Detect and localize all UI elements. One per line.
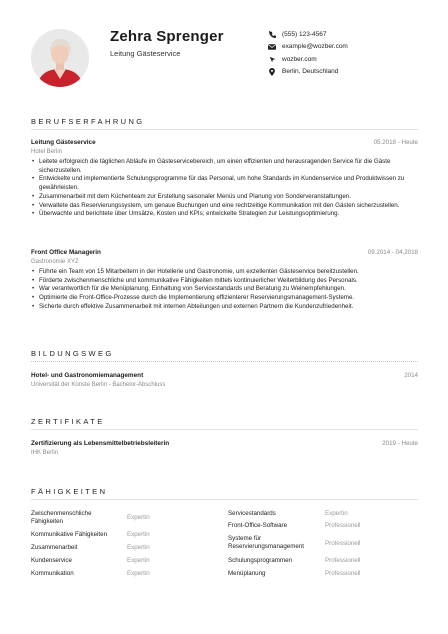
bullet-item: • Sicherte durch effektive Zusammenarbeit mit internen Abteilungen und externen Partnern die Kundenzufriedenheit.: [39, 303, 418, 312]
experience-divider: [31, 129, 418, 130]
skills-heading: FÄHIGKEITEN: [31, 487, 108, 496]
skills-divider: [31, 499, 418, 500]
degree-title: Hotel- und Gastronomiemanagement: [31, 372, 144, 379]
contact-location: [268, 66, 428, 79]
contact-email[interactable]: [268, 41, 428, 54]
contact-list: [268, 28, 428, 78]
phone-icon: [268, 30, 276, 38]
experience-entry: [31, 249, 418, 312]
bullet-item: • Leitete erfolgreich die täglichen Abläufe im Gästeservicebereich, um einen effizienten und herausragenden Service für die Gäste sicherzustellen.: [39, 158, 418, 175]
certificate-date: 2019 - Heute: [382, 440, 418, 447]
certificate-entry: [31, 440, 418, 458]
skill-name: Menüplanung: [228, 570, 266, 577]
contact-website-text: wozber.com: [282, 55, 317, 63]
contact-website[interactable]: [268, 53, 428, 66]
skill-level: Professionell: [325, 557, 361, 564]
experience-heading: BERUFSERFAHRUNG: [31, 117, 145, 126]
education-divider: [31, 361, 418, 362]
certificate-issuer: IHK Berlin: [31, 450, 59, 456]
bullet-item: • Zusammenarbeit mit dem Küchenteam zur Erstellung saisonaler Menüs und Planung von Sonderveranstaltungen.: [39, 193, 418, 202]
bullet-item: • Führte ein Team von 15 Mitarbeitern in der Hotellerie und Gastronomie, um exzellenten Gästeservice bereitzustellen.: [39, 268, 418, 277]
candidate-name: Zehra Sprenger: [110, 28, 224, 45]
job-title: Front Office Managerin: [31, 249, 101, 256]
experience-entry: [31, 139, 418, 219]
certificate-title: Zertifizierung als Lebensmittelbetriebsleiterin: [31, 440, 170, 447]
skill-level: Expertin: [127, 570, 150, 577]
job-bullets: [31, 268, 418, 312]
skill-level: Expertin: [325, 510, 348, 517]
skill-level: Expertin: [127, 531, 150, 538]
skill-name: Kommunikative Fähigkeiten: [31, 531, 108, 538]
location-icon: [268, 68, 276, 76]
bullet-item: • Überwachte und berichtete über Umsätze, Kosten und KPIs; entwickelte Strategien zur Leistungsoptimierung.: [39, 210, 418, 219]
education-entry: [31, 372, 418, 390]
skill-name: Servicestandards: [228, 510, 276, 517]
job-date: 05.2018 - Heute: [373, 139, 418, 146]
skill-name: Kommunikation: [31, 570, 74, 577]
bullet-item: • Förderte zwischenmenschliche und kommunikative Fähigkeiten mittels kontinuierlicher Weiterbildung des Personals.: [39, 277, 418, 286]
skill-name: Zusammenarbeit: [31, 544, 78, 551]
skill-name: Systeme für Reservierungsmanagement: [228, 535, 305, 550]
skill-level: Professionell: [325, 540, 361, 547]
email-icon: [268, 43, 276, 51]
contact-location-text: Berlin, Deutschland: [282, 68, 339, 76]
bullet-item: • War verantwortlich für die Menüplanung, Einhaltung von Servicestandards und Beratung zu Weinempfehlungen.: [39, 285, 418, 294]
certificates-heading: ZERTIFIKATE: [31, 417, 105, 426]
bullet-item: • Optimierte die Front-Office-Prozesse durch die Implementierung effizienterer Reservierungsmanagement-Systeme.: [39, 294, 418, 303]
job-title: Leitung Gästeservice: [31, 139, 96, 146]
skill-name: Front-Office-Software: [228, 522, 288, 529]
degree-school: Universität der Künste Berlin - Bachelor-Abschluss: [31, 382, 166, 388]
skill-name: Schulungsprogrammen: [228, 557, 292, 564]
skill-level: Expertin: [127, 544, 150, 551]
degree-date: 2014: [404, 372, 418, 379]
skill-level: Expertin: [127, 557, 150, 564]
job-bullets: [31, 158, 418, 219]
avatar: [31, 29, 89, 87]
skill-name: Kundenservice: [31, 557, 72, 564]
job-company: Gastronomie XYZ: [31, 259, 79, 265]
skill-name: Zwischenmenschliche Fähigkeiten: [31, 510, 92, 525]
certificates-divider: [31, 429, 418, 430]
skill-level: Professionell: [325, 522, 361, 529]
job-date: 09.2014 - 04.2018: [367, 249, 418, 256]
skill-level: Professionell: [325, 570, 361, 577]
contact-email-text: example@wozber.com: [282, 43, 348, 51]
candidate-role: Leitung Gästeservice: [110, 49, 181, 58]
skill-level: Expertin: [127, 514, 150, 521]
job-company: Hotel Berlin: [31, 149, 63, 155]
bullet-item: • Entwickelte und implementierte Schulungsprogramme für das Personal, um hohe Standards im Kundenservice und Produktwissen zu gewährleisten.: [39, 175, 418, 192]
link-icon: [268, 55, 276, 63]
contact-phone: [268, 28, 428, 41]
contact-phone-text: (555) 123-4567: [282, 30, 327, 38]
bullet-item: • Verwaltete das Reservierungssystem, um genaue Buchungen und eine rechtzeitige Kommunikation mit den Gästen sicherzustellen.: [39, 202, 418, 211]
education-heading: BILDUNGSWEG: [31, 349, 114, 358]
